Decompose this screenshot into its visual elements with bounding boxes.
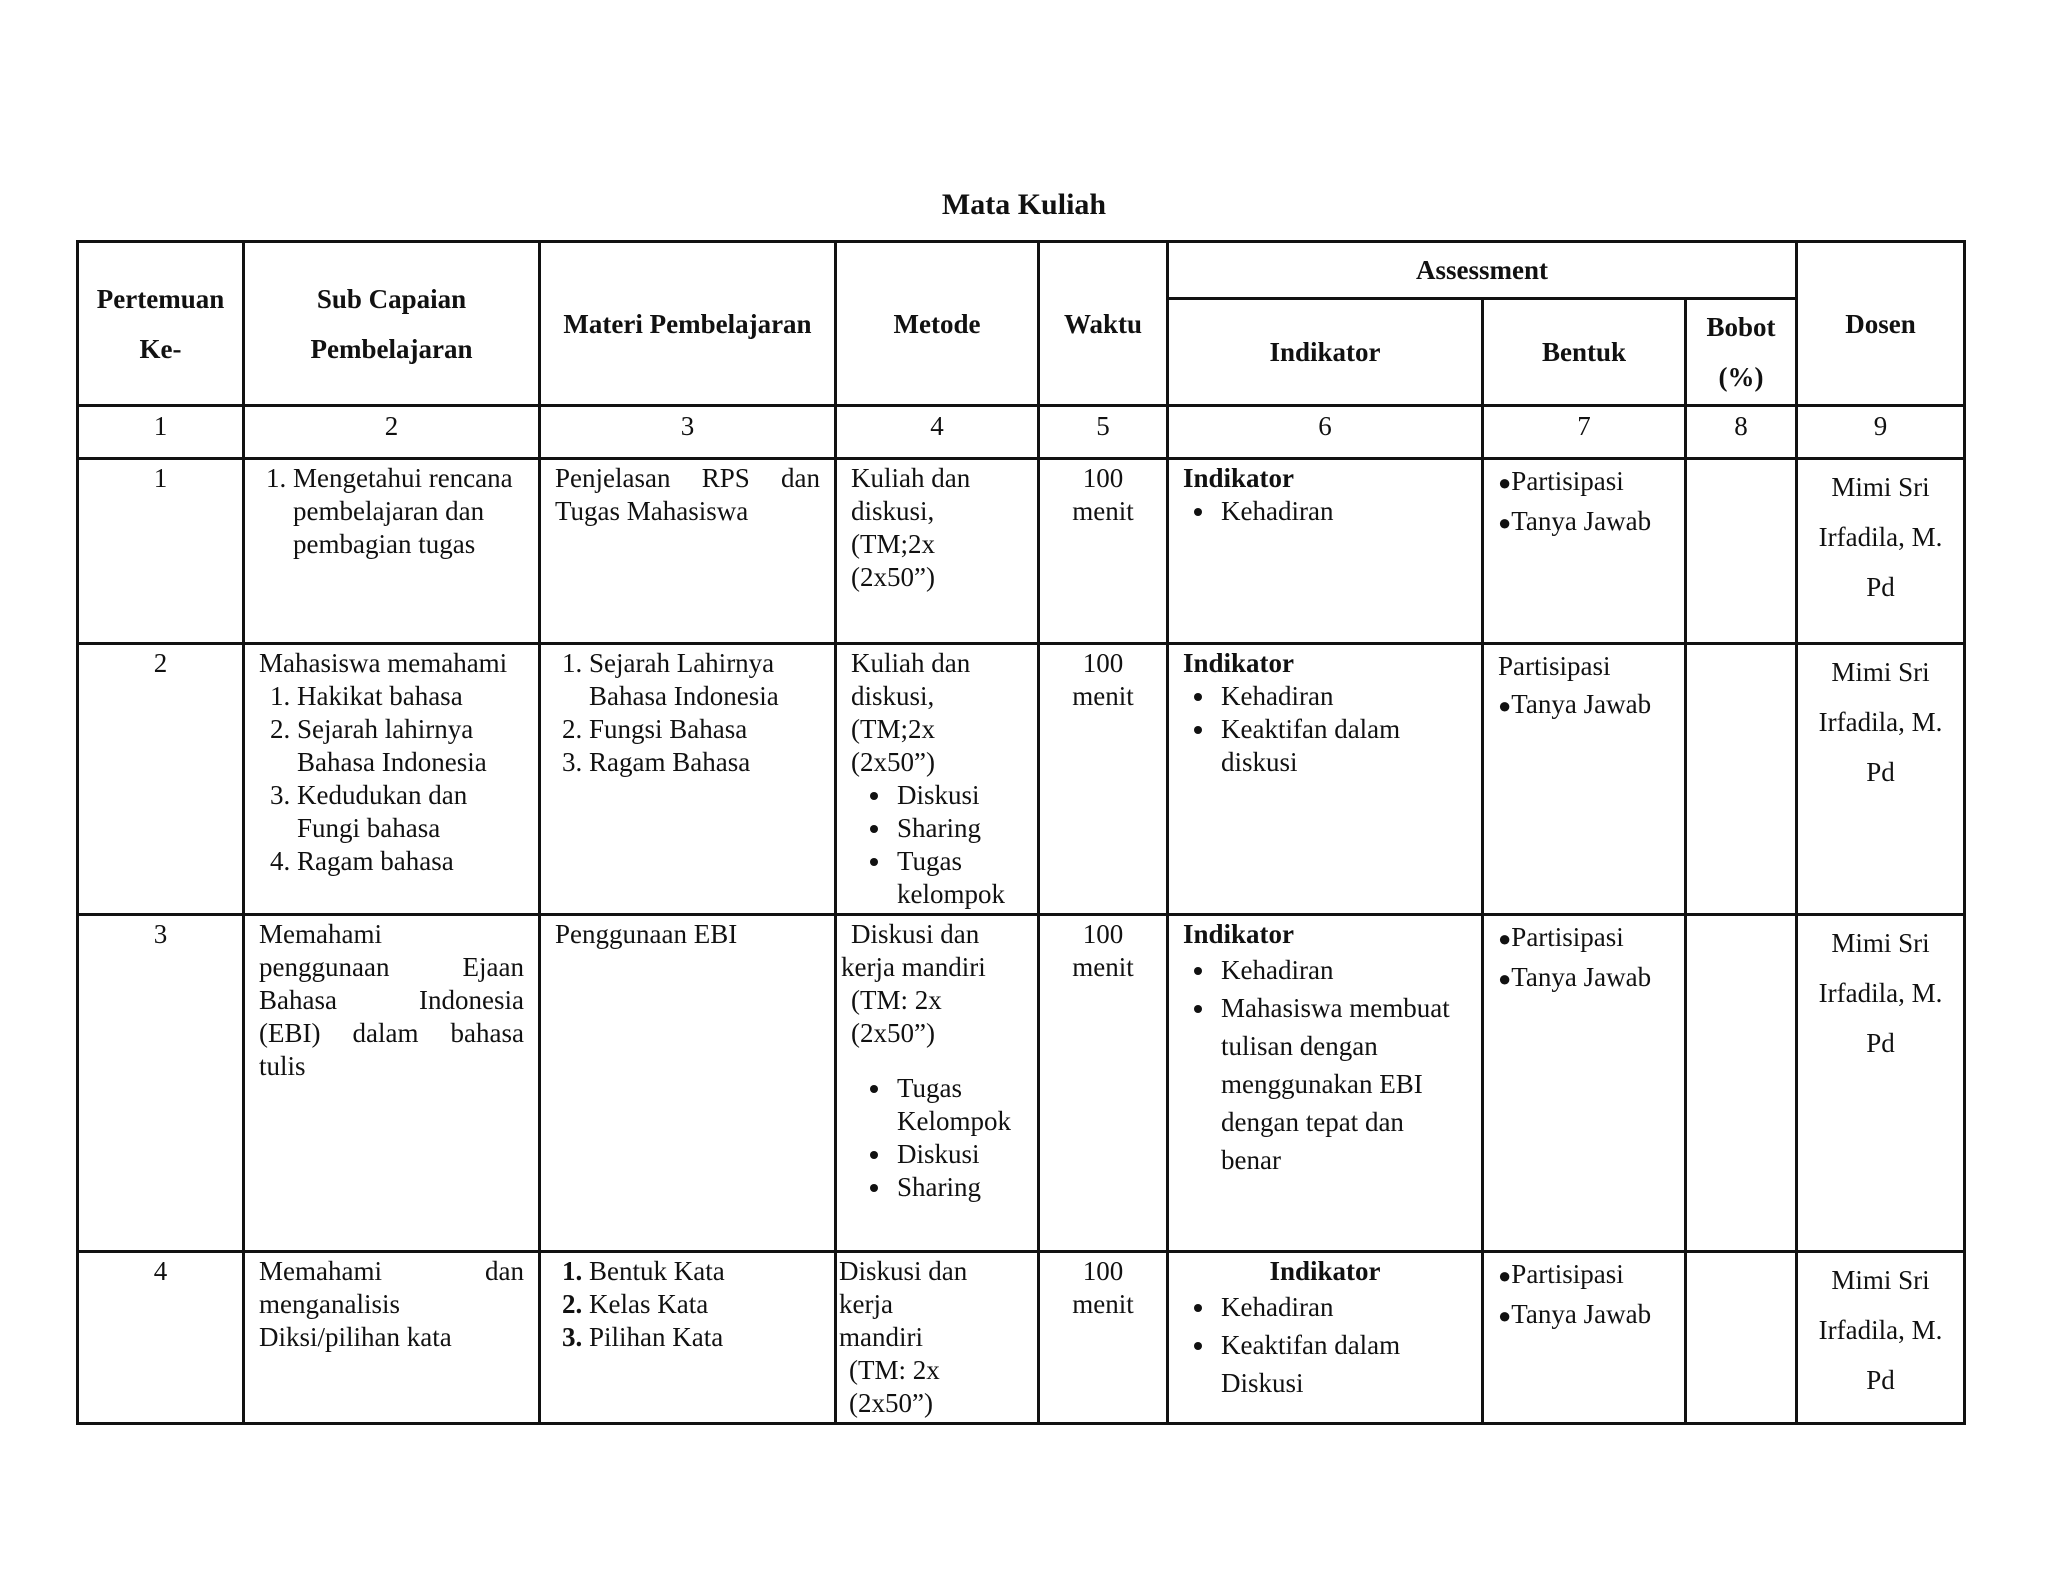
- header-bentuk: Bentuk: [1483, 299, 1686, 406]
- dosen-cell: Mimi Sri Irfadila, M. Pd: [1797, 1252, 1965, 1424]
- list-item: ● Tanya Jawab: [1498, 685, 1670, 725]
- list-item: 3. Kedudukan dan Fungi bahasa: [297, 779, 524, 845]
- meeting-number: 1: [78, 459, 244, 644]
- list-item: 1. Mengetahui rencana pembelajaran dan pembagian tugas: [293, 462, 524, 561]
- list-item: ● Partisipasi: [1498, 1255, 1670, 1295]
- header-materi: Materi Pembelajaran: [540, 242, 836, 406]
- column-number: 3: [540, 406, 836, 459]
- list-item: ● Partisipasi: [1498, 462, 1670, 502]
- materi-cell: Penjelasan RPS dan Tugas Mahasiswa: [540, 459, 836, 644]
- list-item: 3. Ragam Bahasa: [589, 746, 820, 779]
- materi-cell: [540, 1252, 836, 1424]
- sub-capaian-cell: [244, 459, 540, 644]
- waktu-cell: 100 menit: [1039, 915, 1168, 1252]
- list-item: • Kehadiran: [1217, 951, 1467, 989]
- table-row: [78, 1252, 1965, 1424]
- metode-cell: Kuliah dan diskusi, (TM;2x (2x50”) • Diskusi • Sharing • Tugas kelompok: [836, 644, 1039, 915]
- indikator-cell: Indikator • Kehadiran • Keaktifan dalam Diskusi: [1168, 1252, 1483, 1424]
- bentuk-cell: [1483, 1252, 1686, 1424]
- waktu-cell: 100 menit: [1039, 644, 1168, 915]
- indikator-cell: Indikator • Kehadiran: [1168, 459, 1483, 644]
- meeting-number: 2: [78, 644, 244, 915]
- dosen-cell: Mimi Sri Irfadila, M. Pd: [1797, 459, 1965, 644]
- table-row: [78, 459, 1965, 644]
- column-number: 9: [1797, 406, 1965, 459]
- list-item: 2. Sejarah lahirnya Bahasa Indonesia: [297, 713, 524, 779]
- header-dosen: Dosen: [1797, 242, 1965, 406]
- list-item: • Kehadiran: [1217, 495, 1467, 528]
- bobot-cell: [1686, 915, 1797, 1252]
- sub-capaian-cell: Memahami penggunaan Ejaan Bahasa Indonesia (EBI) dalam bahasa tulis: [244, 915, 540, 1252]
- dosen-cell: Mimi Sri Irfadila, M. Pd: [1797, 644, 1965, 915]
- list-item: • Tugas kelompok: [893, 845, 1023, 911]
- metode-cell: Diskusi dan kerja mandiri (TM: 2x (2x50”) • Tugas Kelompok • Diskusi • Sharing: [836, 915, 1039, 1252]
- rps-table: [76, 240, 1966, 1425]
- waktu-cell: 100 menit: [1039, 459, 1168, 644]
- list-item: 1. Bentuk Kata: [589, 1255, 820, 1288]
- list-item: • Mahasiswa membuat tulisan dengan menggunakan EBI dengan tepat dan benar: [1217, 989, 1467, 1179]
- table-row: [78, 915, 1965, 1252]
- column-number: 6: [1168, 406, 1483, 459]
- list-item: • Kehadiran: [1217, 680, 1467, 713]
- column-number: 1: [78, 406, 244, 459]
- table-row: [78, 644, 1965, 915]
- materi-cell: [540, 644, 836, 915]
- header-metode: Metode: [836, 242, 1039, 406]
- header-pertemuan: Pertemuan Ke-: [78, 242, 244, 406]
- indikator-cell: Indikator • Kehadiran • Mahasiswa membuat tulisan dengan menggunakan EBI dengan tepat dan benar: [1168, 915, 1483, 1252]
- list-item: • Tugas Kelompok: [893, 1072, 1023, 1138]
- indikator-cell: Indikator • Kehadiran • Keaktifan dalam diskusi: [1168, 644, 1483, 915]
- column-number: 5: [1039, 406, 1168, 459]
- list-item: ● Partisipasi: [1498, 918, 1670, 958]
- list-item: ● Tanya Jawab: [1498, 958, 1670, 998]
- list-item: 1. Sejarah Lahirnya Bahasa Indonesia: [589, 647, 820, 713]
- header-indikator: Indikator: [1168, 299, 1483, 406]
- column-number: 7: [1483, 406, 1686, 459]
- header-sub-capaian: Sub Capaian Pembelajaran: [244, 242, 540, 406]
- list-item: • Keaktifan dalam Diskusi: [1217, 1326, 1467, 1402]
- waktu-cell: 100 menit: [1039, 1252, 1168, 1424]
- header-bobot: Bobot (%): [1686, 299, 1797, 406]
- metode-cell: Diskusi dan kerja mandiri (TM: 2x (2x50”): [836, 1252, 1039, 1424]
- list-item: 2. Kelas Kata: [589, 1288, 820, 1321]
- sub-capaian-cell: Mahasiswa memahami 1. Hakikat bahasa 2. Sejarah lahirnya Bahasa Indonesia 3. Kedudukan dan Fungi bahasa 4. Ragam bahasa: [244, 644, 540, 915]
- list-item: 3. Pilihan Kata: [589, 1321, 820, 1354]
- list-item: • Keaktifan dalam diskusi: [1217, 713, 1467, 779]
- sub-capaian-cell: Memahami dan menganalisis Diksi/pilihan kata: [244, 1252, 540, 1424]
- meeting-number: 3: [78, 915, 244, 1252]
- metode-cell: Kuliah dan diskusi, (TM;2x (2x50”): [836, 459, 1039, 644]
- list-item: 4. Ragam bahasa: [297, 845, 524, 878]
- bentuk-cell: Partisipasi ● Tanya Jawab: [1483, 644, 1686, 915]
- header-waktu: Waktu: [1039, 242, 1168, 406]
- header-assessment: Assessment: [1168, 242, 1797, 299]
- list-item: • Diskusi: [893, 779, 1023, 812]
- column-number: 2: [244, 406, 540, 459]
- materi-cell: Penggunaan EBI: [540, 915, 836, 1252]
- page-title: Mata Kuliah: [941, 188, 1107, 221]
- column-number-row: [78, 406, 1965, 459]
- column-number: 4: [836, 406, 1039, 459]
- list-item: • Sharing: [893, 812, 1023, 845]
- list-item: • Sharing: [893, 1171, 1023, 1204]
- list-item: ● Tanya Jawab: [1498, 1295, 1670, 1335]
- list-item: • Diskusi: [893, 1138, 1023, 1171]
- list-item: • Kehadiran: [1217, 1288, 1467, 1326]
- list-item: 1. Hakikat bahasa: [297, 680, 524, 713]
- bobot-cell: [1686, 459, 1797, 644]
- bentuk-cell: [1483, 459, 1686, 644]
- dosen-cell: Mimi Sri Irfadila, M. Pd: [1797, 915, 1965, 1252]
- column-number: 8: [1686, 406, 1797, 459]
- list-item: ● Tanya Jawab: [1498, 502, 1670, 542]
- bentuk-cell: [1483, 915, 1686, 1252]
- bobot-cell: [1686, 1252, 1797, 1424]
- list-item: 2. Fungsi Bahasa: [589, 713, 820, 746]
- meeting-number: 4: [78, 1252, 244, 1424]
- bobot-cell: [1686, 644, 1797, 915]
